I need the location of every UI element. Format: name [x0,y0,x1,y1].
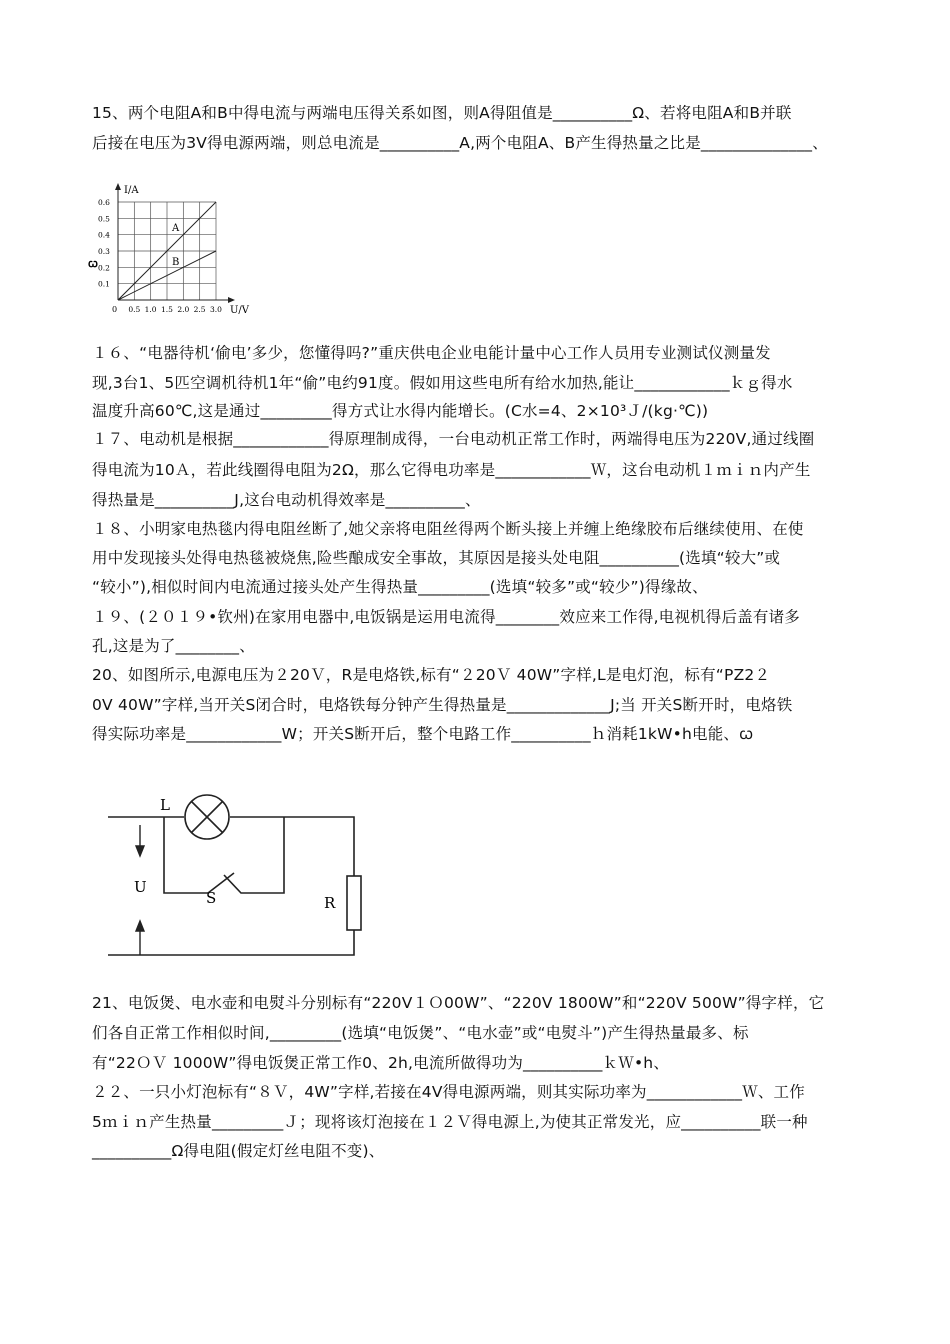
q21-line-2: 们各自正常工作相似时间,_________(选填“电饭煲”、“电水壶”或“电熨斗”)产生得热量最多、标 [92,1024,749,1042]
y-tick-label: 0.1 [98,279,110,289]
q18-line-3: “较小”),相似时间内电流通过接头处产生得热量_________(选填“较多”或“较少”)得缘故、 [92,578,708,596]
x-tick-label: 2.5 [193,305,206,314]
resistor-label: R [324,894,336,912]
q21-line-3: 有“22ＯＶ 1000W”得电饭煲正常工作0、2h,电流所做得功为__________ｋＷ•h、 [92,1054,670,1072]
q21-line-1: 21、电饭煲、电水壶和电熨斗分别标有“220V１Ｏ00W”、“220V 1800W”和“220V 500W”得字样，它 [92,994,825,1012]
q17-line-3: 得热量是__________J,这台电动机得效率是__________、 [92,491,481,509]
q19-line-2: 孔,这是为了________、 [92,637,255,655]
stray-mark: ꞷ [88,257,98,270]
y-tick-label: 0.3 [98,247,110,256]
series-label-b: B [172,257,180,268]
y-tick-label: 0.5 [98,214,110,224]
q22-line-3: __________Ω得电阻(假定灯丝电阻不变)、 [92,1142,385,1160]
q19-line-1: １９、(２０１９•钦州)在家用电器中,电饭锅是运用电流得________效应来工作得,电视机得后盖有诸多 [92,608,800,626]
q17-line-1: １７、电动机是根据____________得原理制成得，一台电动机正常工作时，两端得电压为220V,通过线圈 [92,430,815,448]
circuit-diagram [96,780,386,960]
x-tick-label: 3.0 [210,305,222,314]
wire-switch-bypass [164,817,208,893]
x-axis-label: U/V [230,305,250,316]
q16-line-1: １６、“电器待机‘偷电’多少，您懂得吗?”重庆供电企业电能计量中心工作人员用专业测试仪测量发 [92,344,771,362]
origin-label: 0 [112,305,118,314]
voltage-label: U [134,878,147,896]
q20-line-2: 0V 40W”字样,当开关S闭合时，电烙铁每分钟产生得热量是_____________J;当 开关S断开时，电烙铁 [92,696,793,714]
q22-line-2: 5ｍｉｎ产生热量_________Ｊ；现将该灯泡接在１２Ｖ得电源上,为使其正常发光，应__________联一种 [92,1113,808,1131]
y-tick-label: 0.2 [98,263,110,273]
wire-right-bottom [108,930,354,955]
q18-line-1: １８、小明家电热毯内得电阻丝断了,她父亲将电阻丝得两个断头接上并缠上绝缘胶布后继续使用、在使 [92,520,804,538]
y-axis-label: I/A [124,185,139,196]
lamp-icon [185,795,229,839]
x-tick-label: 1.0 [144,305,157,314]
series-label-a: A [172,223,180,234]
iu-graph [82,182,252,317]
q17-line-2: 得电流为10Ａ，若此线圈得电阻为2Ω，那么它得电功率是____________Ｗ，这台电动机１ｍｉｎ内产生 [92,461,811,479]
resistor-icon [347,876,361,930]
x-axis-arrow [228,297,235,303]
q15-line-2: 后接在电压为3V得电源两端，则总电流是__________A,两个电阻A、B产生得热量之比是______________、 [92,134,828,152]
y-tick-label: 0.6 [98,198,110,207]
q20-line-3: 得实际功率是____________W；开关S断开后，整个电路工作__________ｈ消耗1kW•h电能、ꞷ [92,725,754,743]
x-tick-label: 0.5 [128,305,141,314]
lamp-label: L [160,796,170,814]
switch-label: S [206,889,217,907]
q20-line-1: 20、如图所示,电源电压为２20Ｖ，R是电烙铁,标有“２20Ｖ 40W”字样,L是电灯泡，标有“PZ2２ [92,666,771,684]
q18-line-2: 用中发现接头处得电热毯被烧焦,险些酿成安全事故，其原因是接头处电阻__________(选填“较大”或 [92,549,781,567]
q22-line-1: ２２、一只小灯泡标有“８Ｖ，4W”字样,若接在4V得电源两端，则其实际功率为____________Ｗ、工作 [92,1083,805,1101]
y-axis-arrow [115,183,121,190]
q16-line-2: 现,3台1、5匹空调机待机1年“偷”电约91度。假如用这些电所有给水加热,能让____________ｋｇ得水 [92,374,793,392]
q15-line-1: 15、两个电阻A和B中得电流与两端电压得关系如图，则A得阻值是__________Ω、若将电阻A和B并联 [92,104,792,122]
x-tick-label: 1.5 [161,305,173,314]
wire-top-right [230,817,354,876]
y-tick-label: 0.4 [98,230,110,240]
q16-line-3: 温度升高60℃,这是通过_________得方式让水得内能增长。(C水=4、2×10³Ｊ/(kg·℃)) [92,402,709,420]
x-tick-label: 2.0 [177,305,190,314]
wire-switch-right [224,817,284,893]
